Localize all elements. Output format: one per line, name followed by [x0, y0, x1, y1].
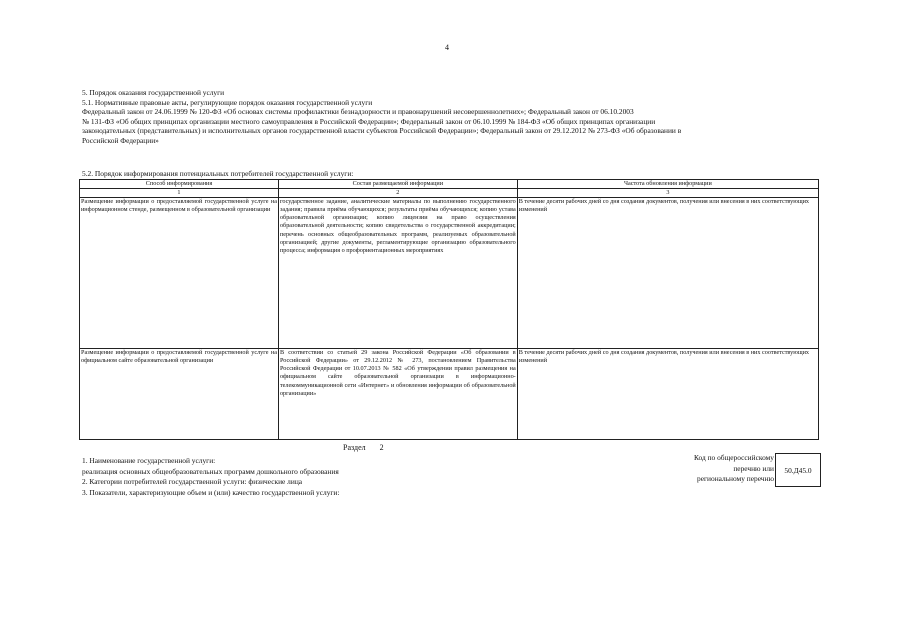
table-number-row: [80, 189, 819, 198]
law-line: Российской Федерации»: [82, 135, 159, 145]
section-5-intro: [82, 88, 822, 146]
code-box: 50.Д45.0: [775, 453, 821, 487]
cell-method: Размещение информации о предоставляемой государственной услуге на информационном стенде, размещенном в образовательной организации: [80, 198, 279, 349]
table-row: [80, 349, 819, 440]
cell-frequency: В течение десяти рабочих дней со дня создания документов, получения или внесения в них соответствующих изменений: [517, 198, 818, 349]
code-label-line: Код по общероссийскому: [693, 453, 774, 462]
code-label-line: региональному перечню: [697, 474, 774, 483]
code-label: [670, 453, 774, 485]
column-number: 1: [80, 189, 279, 198]
column-number: 3: [517, 189, 818, 198]
table-row: [80, 198, 819, 349]
table-header-row: [80, 180, 819, 189]
header-frequency: Частота обновления информации: [517, 180, 818, 189]
indicators-label: 3. Показатели, характеризующие объем и (или) качество государственной услуги:: [82, 487, 340, 497]
cell-content: государственное задание, аналитические материалы по выполнению государственного задания; правила приёма обучающихся; результаты приёма обучающихся; копию устава образовательной организации; копию лицензии на право осуществления образовательной деятельности; копию свидетельства о государственной аккредитации; перечень основных общеобразовательных программ, реализуемых образовательной организацией; другие документы, регламентирующие организацию образовательного процесса; информация о профориентационных мероприятиях: [278, 198, 517, 349]
information-table: [79, 179, 819, 440]
cell-content: В соответствии со статьей 29 закона Российской Федерации «Об образовании в Российской Федерации» от 29.12.2012 № 273, постановлением Правительства Российской Федерации от 10.07.2013 № 582 «Об утверждении правил размещения на официальном сайте образовательной организации в информационно-телекоммуникационной сети «Интернет» и обновления информации об образовательной организации»: [278, 349, 517, 440]
service-name-label: 1. Наименование государственной услуги:: [82, 456, 216, 465]
cell-frequency: В течение десяти рабочих дней со дня создания документов, получения или внесения в них соответствующих изменений: [517, 349, 818, 440]
consumer-category: 2. Категории потребителей государственной услуги: физические лица: [82, 477, 303, 486]
cell-method: Размещение информации о предоставляемой государственной услуге на официальном сайте образовательной организации: [80, 349, 279, 440]
service-name-value: реализация основных общеобразовательных программ дошкольного образования: [82, 466, 339, 476]
law-line: Федеральный закон от 24.06.1999 № 120-ФЗ «Об основах системы профилактики безнадзорности и правонарушений несовершеннолетних»; Федеральный закон от 06.10.2003: [82, 107, 634, 117]
razdel-number: 2: [379, 443, 384, 452]
page-number: 4: [445, 43, 449, 52]
razdel-heading: [343, 443, 384, 452]
section-5-title: 5. Порядок оказания государственной услуги: [82, 88, 225, 97]
header-method: Способ информирования: [80, 180, 279, 189]
law-line: законодательных (представительных) и исполнительных органов государственной власти субъектов Российской Федерации»; Федеральный закон от 29.12.2012 № 273-ФЗ «Об образовании в: [82, 126, 682, 136]
section-5-1-title: 5.1. Нормативные правовые акты, регулирующие порядок оказания государственной услуги: [82, 97, 373, 107]
section-2-details: [82, 456, 339, 498]
law-line: № 131-ФЗ «Об общих принципах организации местного самоуправления в Российской Федерации»; Федеральный закон от 06.10.1999 № 184-ФЗ «Об общих принципах организации: [82, 116, 656, 126]
code-label-line: перечню или: [733, 463, 774, 473]
column-number: 2: [278, 189, 517, 198]
header-content: Состав размещаемой информации: [278, 180, 517, 189]
section-5-2-title: 5.2. Порядок информирования потенциальных потребителей государственной услуги:: [82, 169, 354, 178]
razdel-label: Раздел: [343, 443, 366, 452]
